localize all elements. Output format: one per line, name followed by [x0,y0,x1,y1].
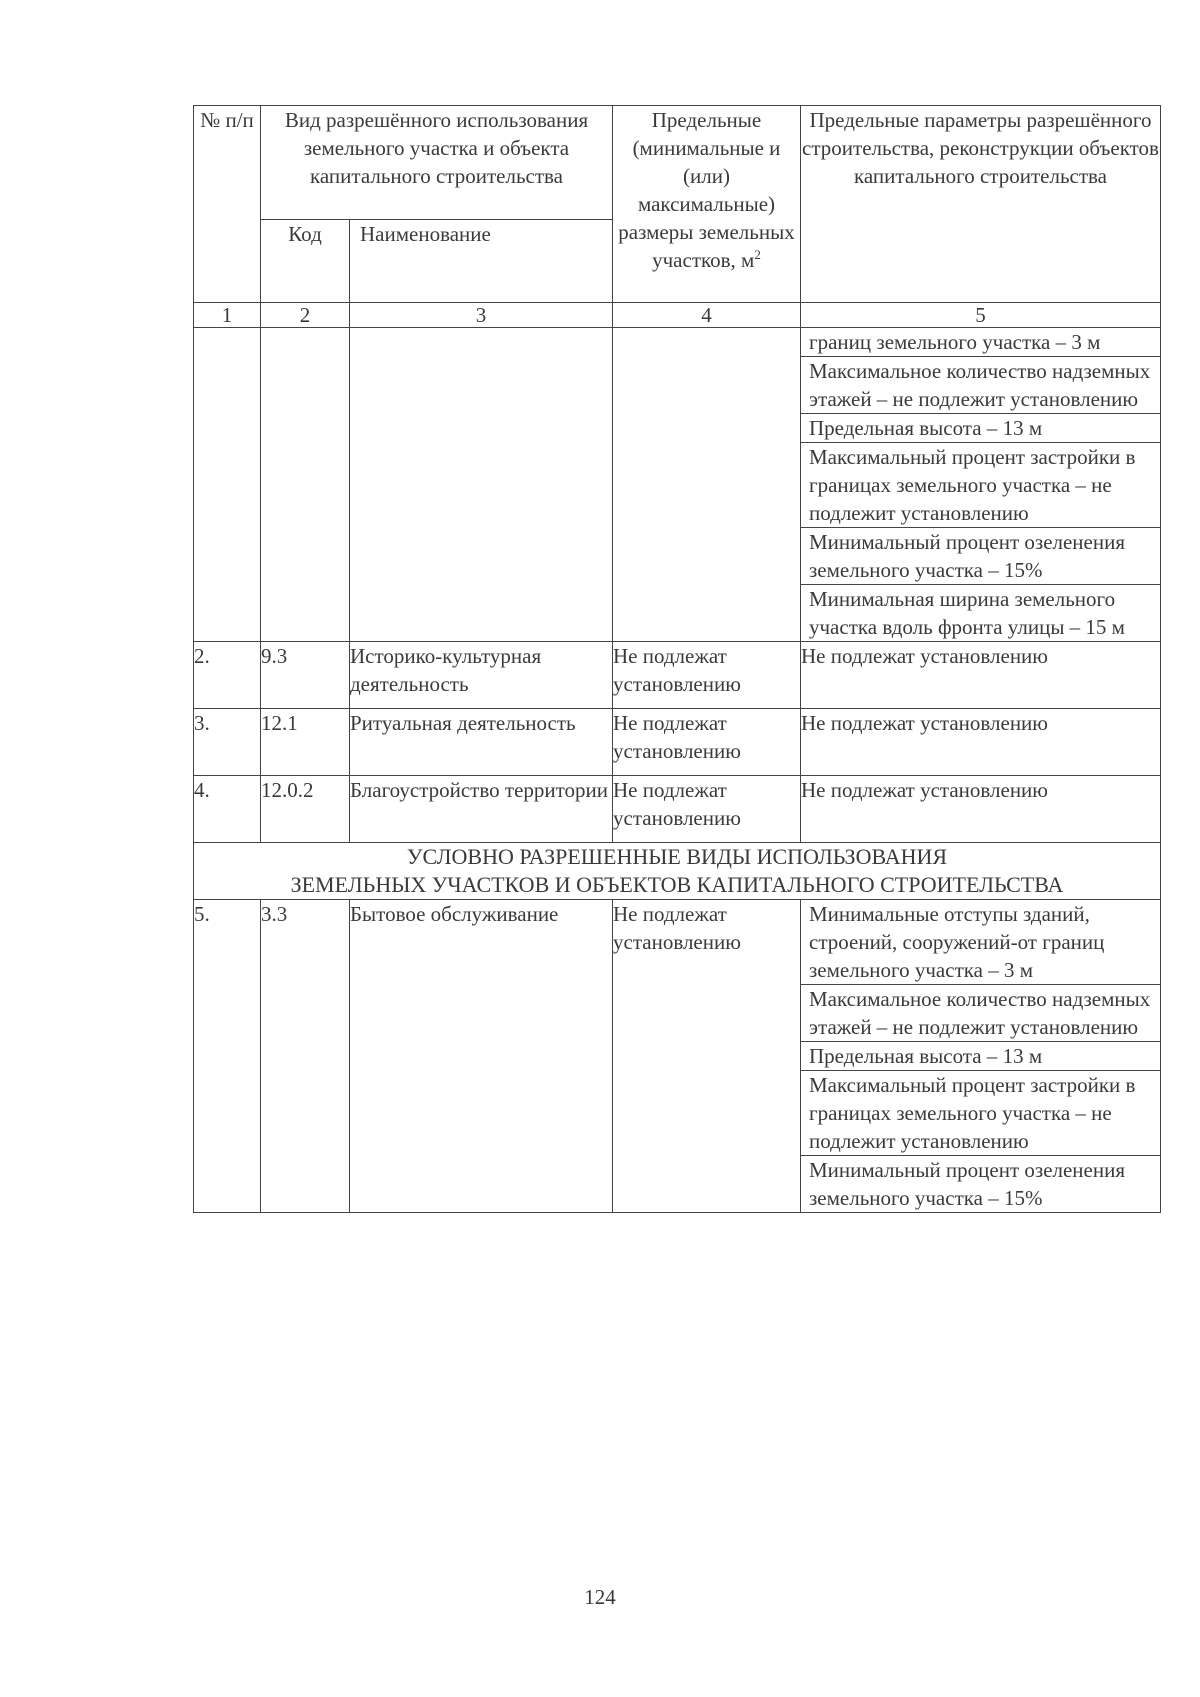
param-item: Минимальная ширина земельного участка вдоль фронта улицы – 15 м [809,587,1125,639]
param-item: Максимальное количество надземных этажей – не подлежит установлению [801,985,1160,1042]
header-plot-sizes [613,106,801,303]
row-code: 12.0.2 [261,776,350,843]
row-number: 3. [194,709,261,776]
param-item: Минимальные отступы зданий, строений, сооружений-от границ земельного участка – 3 м [801,900,1160,985]
section-heading [194,843,1161,900]
row-number: 2. [194,642,261,709]
empty-cell [194,328,261,642]
row-name: Бытовое обслуживание [350,900,613,1213]
table-row [194,776,1161,843]
table-row [194,709,1161,776]
row-size: Не подлежат установлению [613,900,801,1213]
section-heading-row [194,843,1161,900]
param-item: Предельная высота – 13 м [801,1042,1160,1071]
param-item: Предельная высота – 13 м [801,414,1160,443]
zoning-table [193,105,1161,1213]
header-plot-sizes-text: Предельные (минимальные и (или) максимальные) размеры земельных участков, м [618,108,795,272]
column-number-row [194,303,1161,328]
empty-cell [613,328,801,642]
param-item: Максимальный процент застройки в границах земельного участка – не подлежит установлению [801,1071,1160,1156]
row-number: 5. [194,900,261,1213]
section-heading-line: УСЛОВНО РАЗРЕШЕННЫЕ ВИДЫ ИСПОЛЬЗОВАНИЯ [406,844,948,869]
header-construction-params: Предельные параметры разрешённого строительства, реконструкции объектов капитального строительства [801,106,1161,303]
column-number: 4 [613,303,801,328]
table-row [194,642,1161,709]
row-code: 12.1 [261,709,350,776]
row-size: Не подлежат установлению [613,642,801,709]
header-code: Код [261,219,350,302]
column-number: 2 [261,303,350,328]
params-cell [801,328,1161,642]
column-number: 3 [350,303,613,328]
row-params: Не подлежат установлению [801,642,1161,709]
row-name: Благоустройство территории [350,776,613,843]
row-name: Ритуальная деятельность [350,709,613,776]
row-size: Не подлежат установлению [613,776,801,843]
page-number: 124 [584,1585,616,1609]
param-item: Минимальный процент озеленения земельного участка – 15% [801,528,1160,585]
param-item: Максимальное количество надземных этажей – не подлежит установлению [801,357,1160,414]
row-code: 9.3 [261,642,350,709]
param-item: Минимальный процент озеленения земельного участка – 15% [809,1158,1126,1210]
param-item: границ земельного участка – 3 м [801,328,1160,357]
table-row-continued [194,328,1161,642]
row-size: Не подлежат установлению [613,709,801,776]
section-heading-line: ЗЕМЕЛЬНЫХ УЧАСТКОВ И ОБЪЕКТОВ КАПИТАЛЬНОГО СТРОИТЕЛЬСТВА [290,872,1064,897]
row-params: Не подлежат установлению [801,776,1161,843]
row-params: Не подлежат установлению [801,709,1161,776]
row-number: 4. [194,776,261,843]
row-name: Историко-культурная деятельность [350,642,613,709]
params-cell [801,900,1161,1213]
param-item: Максимальный процент застройки в границах земельного участка – не подлежит установлению [801,443,1160,528]
table-row [194,900,1161,1213]
header-permitted-use: Вид разрешённого использования земельного участка и объекта капитального строительства [261,106,613,220]
header-number: № п/п [194,106,261,303]
column-number: 5 [801,303,1161,328]
header-plot-sizes-sup: 2 [754,247,761,262]
empty-cell [350,328,613,642]
header-name: Наименование [350,219,613,302]
column-number: 1 [194,303,261,328]
empty-cell [261,328,350,642]
table-header-row [194,106,1161,220]
row-code: 3.3 [261,900,350,1213]
